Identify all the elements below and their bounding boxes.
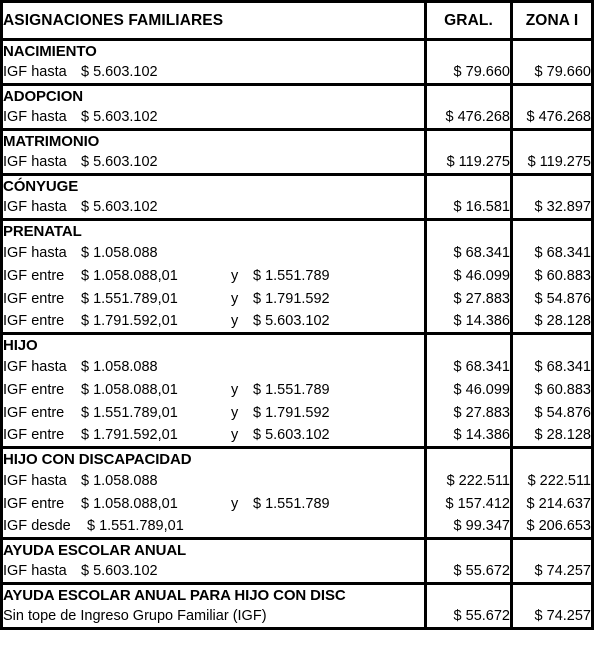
- row-amount-from: $ 1.058.088,01: [81, 496, 178, 512]
- row-label: IGF entre: [3, 427, 65, 444]
- row-value-zona: $ 74.257: [512, 561, 593, 584]
- row-value-gral: $ 99.347: [426, 516, 512, 539]
- row-label: IGF entre: [3, 313, 65, 330]
- row-value-gral: $ 157.412: [426, 493, 512, 516]
- row-description: [2, 516, 426, 539]
- table-row: [2, 107, 593, 130]
- section-title-gral-cell: [426, 175, 512, 197]
- row-description: [2, 242, 426, 265]
- row-amount-from: $ 1.058.088: [81, 473, 158, 489]
- row-amount-to: $ 5.603.102: [253, 313, 330, 330]
- row-value-gral: $ 55.672: [426, 561, 512, 584]
- row-label: IGF entre: [3, 291, 65, 307]
- section-title: AYUDA ESCOLAR ANUAL PARA HIJO CON DISC: [2, 584, 426, 606]
- table-row: [2, 470, 593, 493]
- section-title-zona-cell: [512, 175, 593, 197]
- section-title: HIJO CON DISCAPACIDAD: [2, 448, 426, 470]
- section-title-zona-cell: [512, 85, 593, 107]
- section-title-row: [2, 85, 593, 107]
- table-row: [2, 242, 593, 265]
- row-description: [2, 493, 426, 516]
- section-title: ADOPCION: [2, 85, 426, 107]
- row-amount-from: $ 1.058.088: [81, 245, 158, 261]
- row-value-gral: $ 16.581: [426, 197, 512, 220]
- section-title-gral-cell: [426, 448, 512, 470]
- row-range-conjunction: y: [231, 496, 239, 512]
- row-value-gral: $ 68.341: [426, 356, 512, 379]
- row-value-zona: $ 54.876: [512, 288, 593, 311]
- row-description: [2, 288, 426, 311]
- section-title-zona-cell: [512, 539, 593, 561]
- row-description: [2, 107, 426, 130]
- row-amount-from: $ 5.603.102: [81, 64, 158, 81]
- table-row: [2, 311, 593, 334]
- table-row: [2, 152, 593, 175]
- section-title-row: [2, 539, 593, 561]
- section-title-gral-cell: [426, 40, 512, 62]
- table-row: [2, 402, 593, 425]
- table-row: [2, 606, 593, 629]
- table-row: [2, 379, 593, 402]
- row-value-gral: $ 222.511: [426, 470, 512, 493]
- table-row: [2, 265, 593, 288]
- row-value-zona: $ 28.128: [512, 425, 593, 448]
- row-label: IGF hasta: [3, 245, 67, 261]
- row-description: [2, 265, 426, 288]
- row-amount-to: $ 5.603.102: [253, 427, 330, 444]
- row-range-conjunction: y: [231, 382, 239, 398]
- row-value-zona: $ 222.511: [512, 470, 593, 493]
- row-value-zona: $ 206.653: [512, 516, 593, 539]
- row-label: IGF hasta: [3, 473, 67, 489]
- table-row: [2, 288, 593, 311]
- row-amount-from: $ 1.058.088,01: [81, 382, 178, 398]
- table-row: [2, 356, 593, 379]
- table-body: [2, 40, 593, 629]
- row-description: [2, 379, 426, 402]
- row-value-zona: $ 214.637: [512, 493, 593, 516]
- row-value-gral: $ 68.341: [426, 242, 512, 265]
- row-label: IGF hasta: [3, 154, 67, 171]
- section-title-zona-cell: [512, 584, 593, 606]
- section-title-row: [2, 175, 593, 197]
- row-range-conjunction: y: [231, 313, 239, 330]
- row-amount-to: $ 1.551.789: [253, 382, 330, 398]
- row-amount-from: $ 5.603.102: [81, 109, 158, 126]
- row-label: Sin tope de Ingreso Grupo Familiar (IGF): [3, 608, 267, 625]
- row-label: IGF entre: [3, 405, 65, 421]
- row-description: [2, 356, 426, 379]
- row-amount-from: $ 1.058.088,01: [81, 268, 178, 284]
- section-title-zona-cell: [512, 220, 593, 242]
- table-row: [2, 493, 593, 516]
- row-value-zona: $ 54.876: [512, 402, 593, 425]
- row-label: IGF hasta: [3, 109, 67, 126]
- row-amount-from: $ 5.603.102: [81, 563, 158, 580]
- section-title: AYUDA ESCOLAR ANUAL: [2, 539, 426, 561]
- row-amount-to: $ 1.791.592: [253, 405, 330, 421]
- table-row: [2, 425, 593, 448]
- section-title-gral-cell: [426, 130, 512, 152]
- column-header-zona: ZONA I: [512, 2, 593, 40]
- row-label: IGF entre: [3, 496, 65, 512]
- row-amount-from: $ 1.551.789,01: [87, 518, 184, 535]
- section-title-gral-cell: [426, 220, 512, 242]
- row-description: [2, 62, 426, 85]
- section-title-row: [2, 334, 593, 356]
- row-value-zona: $ 32.897: [512, 197, 593, 220]
- section-title-row: [2, 40, 593, 62]
- table-row: [2, 62, 593, 85]
- row-description: [2, 311, 426, 334]
- section-title-zona-cell: [512, 448, 593, 470]
- row-label: IGF hasta: [3, 199, 67, 216]
- row-value-gral: $ 476.268: [426, 107, 512, 130]
- row-value-zona: $ 79.660: [512, 62, 593, 85]
- row-value-gral: $ 27.883: [426, 288, 512, 311]
- table-row: [2, 516, 593, 539]
- section-title-gral-cell: [426, 539, 512, 561]
- row-value-gral: $ 46.099: [426, 265, 512, 288]
- row-amount-from: $ 1.551.789,01: [81, 405, 178, 421]
- row-value-gral: $ 46.099: [426, 379, 512, 402]
- row-label: IGF hasta: [3, 64, 67, 81]
- section-title-row: [2, 220, 593, 242]
- section-title: MATRIMONIO: [2, 130, 426, 152]
- row-description: [2, 561, 426, 584]
- row-description: [2, 470, 426, 493]
- row-description: [2, 425, 426, 448]
- section-title-row: [2, 448, 593, 470]
- row-amount-from: $ 5.603.102: [81, 199, 158, 216]
- row-value-zona: $ 68.341: [512, 356, 593, 379]
- section-title-zona-cell: [512, 130, 593, 152]
- row-value-gral: $ 27.883: [426, 402, 512, 425]
- row-amount-to: $ 1.551.789: [253, 496, 330, 512]
- row-value-gral: $ 14.386: [426, 311, 512, 334]
- row-range-conjunction: y: [231, 405, 239, 421]
- row-range-conjunction: y: [231, 268, 239, 284]
- row-amount-from: $ 1.791.592,01: [81, 427, 178, 444]
- row-value-gral: $ 119.275: [426, 152, 512, 175]
- row-amount-to: $ 1.551.789: [253, 268, 330, 284]
- section-title-row: [2, 130, 593, 152]
- row-label: IGF entre: [3, 268, 65, 284]
- column-header-gral: GRAL.: [426, 2, 512, 40]
- row-amount-from: $ 1.791.592,01: [81, 313, 178, 330]
- row-amount-from: $ 1.058.088: [81, 359, 158, 375]
- row-range-conjunction: y: [231, 427, 239, 444]
- section-title: PRENATAL: [2, 220, 426, 242]
- row-description: [2, 197, 426, 220]
- row-amount-from: $ 1.551.789,01: [81, 291, 178, 307]
- row-label: IGF hasta: [3, 359, 67, 375]
- table-row: [2, 561, 593, 584]
- section-title-gral-cell: [426, 334, 512, 356]
- row-description: [2, 152, 426, 175]
- section-title: CÓNYUGE: [2, 175, 426, 197]
- row-description: [2, 402, 426, 425]
- row-label: IGF hasta: [3, 563, 67, 580]
- section-title-zona-cell: [512, 40, 593, 62]
- section-title: HIJO: [2, 334, 426, 356]
- row-range-conjunction: y: [231, 291, 239, 307]
- row-value-gral: $ 14.386: [426, 425, 512, 448]
- section-title-zona-cell: [512, 334, 593, 356]
- row-value-zona: $ 476.268: [512, 107, 593, 130]
- row-value-zona: $ 60.883: [512, 379, 593, 402]
- row-value-gral: $ 79.660: [426, 62, 512, 85]
- row-value-zona: $ 28.128: [512, 311, 593, 334]
- section-title-gral-cell: [426, 584, 512, 606]
- row-description: [2, 606, 426, 629]
- row-label: IGF entre: [3, 382, 65, 398]
- row-amount-to: $ 1.791.592: [253, 291, 330, 307]
- header-row: [2, 2, 593, 40]
- column-header-description: ASIGNACIONES FAMILIARES: [2, 2, 426, 40]
- row-label: IGF desde: [3, 518, 71, 535]
- table-row: [2, 197, 593, 220]
- row-amount-from: $ 5.603.102: [81, 154, 158, 171]
- table-header: [2, 2, 593, 40]
- row-value-gral: $ 55.672: [426, 606, 512, 629]
- section-title-gral-cell: [426, 85, 512, 107]
- row-value-zona: $ 74.257: [512, 606, 593, 629]
- section-title-row: [2, 584, 593, 606]
- row-value-zona: $ 119.275: [512, 152, 593, 175]
- row-value-zona: $ 60.883: [512, 265, 593, 288]
- section-title: NACIMIENTO: [2, 40, 426, 62]
- row-value-zona: $ 68.341: [512, 242, 593, 265]
